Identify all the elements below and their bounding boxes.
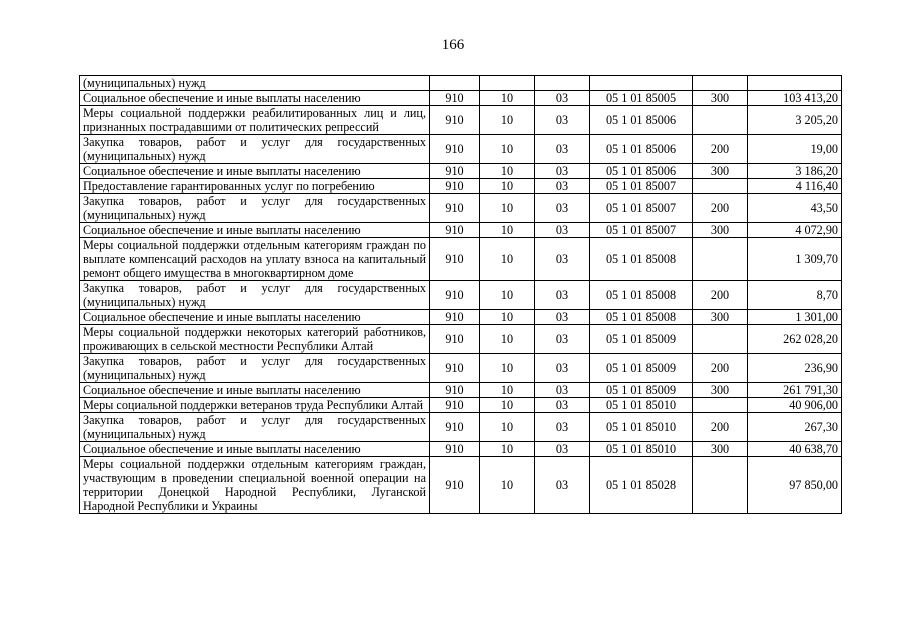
- cell-section-code: 10: [480, 194, 535, 223]
- cell-amount: 262 028,20: [748, 325, 842, 354]
- cell-name: Закупка товаров, работ и услуг для государственных (муниципальных) нужд: [80, 354, 430, 383]
- cell-amount: 267,30: [748, 413, 842, 442]
- cell-ministry-code: 910: [430, 354, 480, 383]
- cell-name: Социальное обеспечение и иные выплаты населению: [80, 310, 430, 325]
- cell-subsection-code: [535, 76, 590, 91]
- cell-amount: 40 638,70: [748, 442, 842, 457]
- cell-section-code: 10: [480, 106, 535, 135]
- cell-ministry-code: 910: [430, 442, 480, 457]
- cell-name: Предоставление гарантированных услуг по погребению: [80, 179, 430, 194]
- cell-ministry-code: [430, 76, 480, 91]
- cell-expense-type: 200: [693, 281, 748, 310]
- table-row: [80, 91, 842, 106]
- cell-section-code: 10: [480, 223, 535, 238]
- cell-amount: 261 791,30: [748, 383, 842, 398]
- cell-expense-type: [693, 238, 748, 281]
- cell-target-article: 05 1 01 85008: [590, 310, 693, 325]
- cell-expense-type: [693, 76, 748, 91]
- cell-name: Закупка товаров, работ и услуг для государственных (муниципальных) нужд: [80, 135, 430, 164]
- cell-target-article: 05 1 01 85007: [590, 179, 693, 194]
- cell-subsection-code: 03: [535, 310, 590, 325]
- cell-ministry-code: 910: [430, 91, 480, 106]
- cell-expense-type: 300: [693, 442, 748, 457]
- cell-target-article: 05 1 01 85005: [590, 91, 693, 106]
- cell-name: Закупка товаров, работ и услуг для государственных (муниципальных) нужд: [80, 194, 430, 223]
- cell-ministry-code: 910: [430, 179, 480, 194]
- table-row: [80, 383, 842, 398]
- cell-name: Меры социальной поддержки отдельным категориям граждан по выплате компенсаций расходов на уплату взноса на капитальный ремонт общего имущества в многоквартирном доме: [80, 238, 430, 281]
- page-number: 166: [441, 37, 465, 53]
- cell-subsection-code: 03: [535, 194, 590, 223]
- cell-amount: 8,70: [748, 281, 842, 310]
- cell-amount: 1 301,00: [748, 310, 842, 325]
- cell-section-code: [480, 76, 535, 91]
- cell-amount: 97 850,00: [748, 457, 842, 514]
- cell-ministry-code: 910: [430, 310, 480, 325]
- cell-name: Социальное обеспечение и иные выплаты населению: [80, 164, 430, 179]
- cell-amount: 43,50: [748, 194, 842, 223]
- budget-table-body: [80, 76, 842, 514]
- cell-expense-type: 300: [693, 383, 748, 398]
- cell-expense-type: [693, 398, 748, 413]
- cell-target-article: 05 1 01 85010: [590, 413, 693, 442]
- cell-target-article: 05 1 01 85010: [590, 442, 693, 457]
- cell-subsection-code: 03: [535, 398, 590, 413]
- cell-target-article: 05 1 01 85006: [590, 135, 693, 164]
- table-row: [80, 238, 842, 281]
- cell-subsection-code: 03: [535, 91, 590, 106]
- cell-name: Закупка товаров, работ и услуг для государственных (муниципальных) нужд: [80, 281, 430, 310]
- cell-section-code: 10: [480, 164, 535, 179]
- cell-subsection-code: 03: [535, 223, 590, 238]
- cell-subsection-code: 03: [535, 281, 590, 310]
- cell-section-code: 10: [480, 398, 535, 413]
- cell-subsection-code: 03: [535, 135, 590, 164]
- cell-target-article: 05 1 01 85009: [590, 354, 693, 383]
- cell-amount: 236,90: [748, 354, 842, 383]
- cell-target-article: 05 1 01 85007: [590, 194, 693, 223]
- table-row: [80, 325, 842, 354]
- cell-target-article: 05 1 01 85028: [590, 457, 693, 514]
- cell-subsection-code: 03: [535, 413, 590, 442]
- table-row: [80, 135, 842, 164]
- cell-expense-type: 300: [693, 91, 748, 106]
- cell-name: Социальное обеспечение и иные выплаты населению: [80, 223, 430, 238]
- table-row: [80, 413, 842, 442]
- cell-subsection-code: 03: [535, 354, 590, 383]
- cell-name: Меры социальной поддержки некоторых категорий работников, проживающих в сельской местности Республики Алтай: [80, 325, 430, 354]
- cell-subsection-code: 03: [535, 179, 590, 194]
- cell-amount: 40 906,00: [748, 398, 842, 413]
- cell-expense-type: 300: [693, 164, 748, 179]
- cell-target-article: 05 1 01 85010: [590, 398, 693, 413]
- cell-section-code: 10: [480, 281, 535, 310]
- cell-expense-type: 300: [693, 310, 748, 325]
- cell-expense-type: [693, 179, 748, 194]
- cell-name: Закупка товаров, работ и услуг для государственных (муниципальных) нужд: [80, 413, 430, 442]
- cell-section-code: 10: [480, 325, 535, 354]
- cell-amount: 1 309,70: [748, 238, 842, 281]
- cell-ministry-code: 910: [430, 281, 480, 310]
- cell-name: Социальное обеспечение и иные выплаты населению: [80, 442, 430, 457]
- budget-table: [79, 75, 842, 514]
- cell-ministry-code: 910: [430, 413, 480, 442]
- table-row: [80, 76, 842, 91]
- cell-target-article: 05 1 01 85009: [590, 325, 693, 354]
- cell-section-code: 10: [480, 179, 535, 194]
- cell-subsection-code: 03: [535, 442, 590, 457]
- cell-section-code: 10: [480, 310, 535, 325]
- table-row: [80, 442, 842, 457]
- cell-ministry-code: 910: [430, 238, 480, 281]
- cell-expense-type: 200: [693, 194, 748, 223]
- table-row: [80, 106, 842, 135]
- cell-amount: 103 413,20: [748, 91, 842, 106]
- cell-target-article: 05 1 01 85007: [590, 223, 693, 238]
- cell-expense-type: 200: [693, 135, 748, 164]
- cell-section-code: 10: [480, 354, 535, 383]
- cell-expense-type: [693, 325, 748, 354]
- cell-amount: 4 116,40: [748, 179, 842, 194]
- cell-expense-type: 300: [693, 223, 748, 238]
- cell-target-article: 05 1 01 85008: [590, 281, 693, 310]
- cell-section-code: 10: [480, 383, 535, 398]
- cell-expense-type: 200: [693, 354, 748, 383]
- cell-amount: 19,00: [748, 135, 842, 164]
- cell-subsection-code: 03: [535, 238, 590, 281]
- cell-name: Меры социальной поддержки реабилитированных лиц и лиц, признанных пострадавшими от политических репрессий: [80, 106, 430, 135]
- cell-ministry-code: 910: [430, 383, 480, 398]
- cell-ministry-code: 910: [430, 398, 480, 413]
- cell-amount: 4 072,90: [748, 223, 842, 238]
- cell-name: (муниципальных) нужд: [80, 76, 430, 91]
- cell-ministry-code: 910: [430, 223, 480, 238]
- table-row: [80, 398, 842, 413]
- table-row: [80, 179, 842, 194]
- cell-section-code: 10: [480, 457, 535, 514]
- cell-name: Меры социальной поддержки отдельным категориям граждан, участвующим в проведении специальной военной операции на территории Донецкой Народной Республики, Луганской Народной Республики и Украины: [80, 457, 430, 514]
- table-row: [80, 194, 842, 223]
- cell-expense-type: 200: [693, 413, 748, 442]
- cell-ministry-code: 910: [430, 164, 480, 179]
- cell-target-article: [590, 76, 693, 91]
- cell-section-code: 10: [480, 135, 535, 164]
- cell-expense-type: [693, 457, 748, 514]
- cell-target-article: 05 1 01 85008: [590, 238, 693, 281]
- cell-ministry-code: 910: [430, 106, 480, 135]
- cell-subsection-code: 03: [535, 383, 590, 398]
- cell-amount: 3 186,20: [748, 164, 842, 179]
- cell-target-article: 05 1 01 85006: [590, 164, 693, 179]
- table-row: [80, 281, 842, 310]
- table-row: [80, 354, 842, 383]
- cell-ministry-code: 910: [430, 135, 480, 164]
- cell-section-code: 10: [480, 413, 535, 442]
- cell-ministry-code: 910: [430, 325, 480, 354]
- cell-subsection-code: 03: [535, 106, 590, 135]
- cell-ministry-code: 910: [430, 457, 480, 514]
- table-row: [80, 223, 842, 238]
- cell-name: Социальное обеспечение и иные выплаты населению: [80, 383, 430, 398]
- cell-name: Меры социальной поддержки ветеранов труда Республики Алтай: [80, 398, 430, 413]
- table-row: [80, 310, 842, 325]
- cell-ministry-code: 910: [430, 194, 480, 223]
- cell-expense-type: [693, 106, 748, 135]
- cell-target-article: 05 1 01 85009: [590, 383, 693, 398]
- cell-section-code: 10: [480, 91, 535, 106]
- cell-subsection-code: 03: [535, 325, 590, 354]
- cell-target-article: 05 1 01 85006: [590, 106, 693, 135]
- cell-subsection-code: 03: [535, 164, 590, 179]
- cell-section-code: 10: [480, 238, 535, 281]
- cell-amount: [748, 76, 842, 91]
- cell-subsection-code: 03: [535, 457, 590, 514]
- cell-section-code: 10: [480, 442, 535, 457]
- table-row: [80, 457, 842, 514]
- table-row: [80, 164, 842, 179]
- cell-name: Социальное обеспечение и иные выплаты населению: [80, 91, 430, 106]
- cell-amount: 3 205,20: [748, 106, 842, 135]
